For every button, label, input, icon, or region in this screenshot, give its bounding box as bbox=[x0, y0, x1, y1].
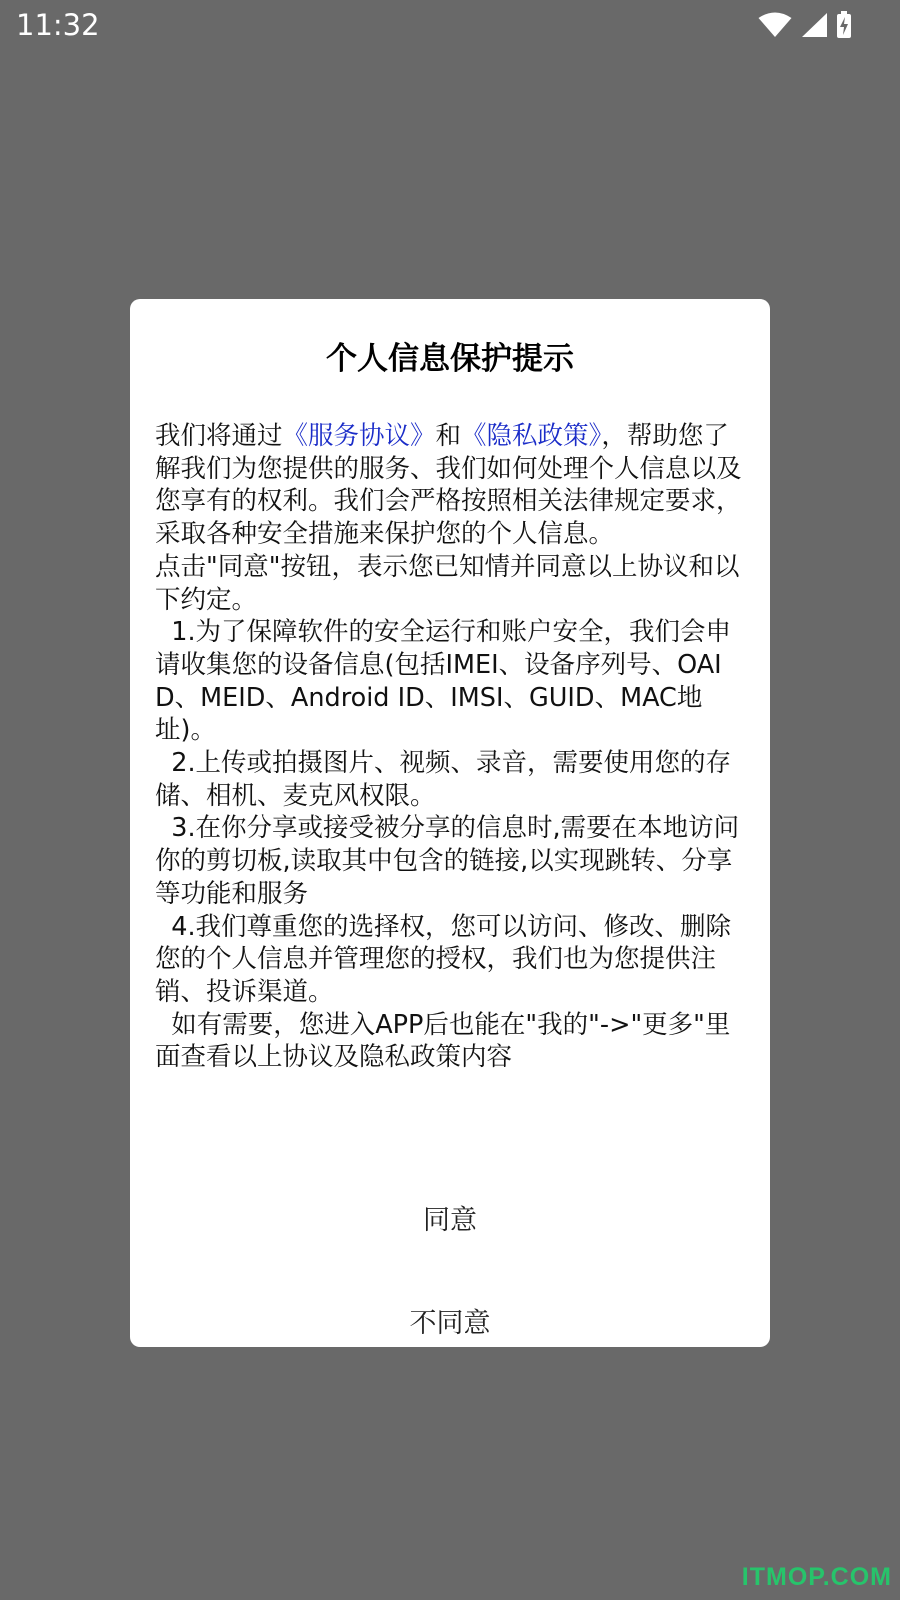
privacy-policy-link[interactable]: 《隐私政策》 bbox=[461, 421, 602, 451]
watermark-logo: ITMOP.COM bbox=[741, 1563, 892, 1591]
body-paragraph: 3.在你分享或接受被分享的信息时,需要在本地访问你的剪切板,读取其中包含的链接,以实现跳转、分享等功能和服务 bbox=[155, 813, 740, 909]
battery-charging-icon bbox=[836, 11, 852, 39]
wifi-icon bbox=[758, 12, 792, 38]
disagree-button[interactable]: 不同意 bbox=[130, 1280, 770, 1360]
body-paragraph: 2.上传或拍摄图片、视频、录音，需要使用您的存储、相机、麦克风权限。 bbox=[155, 748, 732, 811]
body-paragraph: 点击"同意"按钮，表示您已知情并同意以上协议和以下约定。 bbox=[155, 551, 740, 615]
body-paragraph: 如有需要，您进入APP后也能在"我的"->"更多"里面查看以上协议及隐私政策内容 bbox=[155, 1009, 731, 1073]
signal-icon bbox=[800, 12, 828, 38]
agree-button[interactable]: 同意 bbox=[130, 1177, 770, 1257]
body-text: 我们将通过 bbox=[155, 421, 283, 451]
body-paragraph: 4.我们尊重您的选择权，您可以访问、修改、删除您的个人信息并管理您的授权，我们也为您提供注销、投诉渠道。 bbox=[155, 911, 732, 1007]
privacy-dialog bbox=[130, 299, 770, 1347]
dialog-title: 个人信息保护提示 bbox=[326, 341, 574, 377]
status-time: 11:32 bbox=[16, 8, 100, 42]
body-text: 和 bbox=[435, 421, 462, 451]
body-text: ，帮助您了解我们为您提供的服务、我们如何处理个人信息以及您享有的权利。我们会严格按照相关法律规定要求，采取各种安全措施来保护您的个人信息。 bbox=[155, 421, 742, 550]
body-paragraph: 1.为了保障软件的安全运行和账户安全，我们会申请收集您的设备信息(包括IMEI、设备序列号、OAID、MEID、Android ID、IMSI、GUID、MAC地址)。 bbox=[155, 617, 732, 746]
dialog-body bbox=[155, 420, 747, 1074]
status-bar bbox=[0, 0, 900, 50]
service-agreement-link[interactable]: 《服务协议》 bbox=[282, 421, 436, 451]
status-icons bbox=[758, 10, 852, 40]
